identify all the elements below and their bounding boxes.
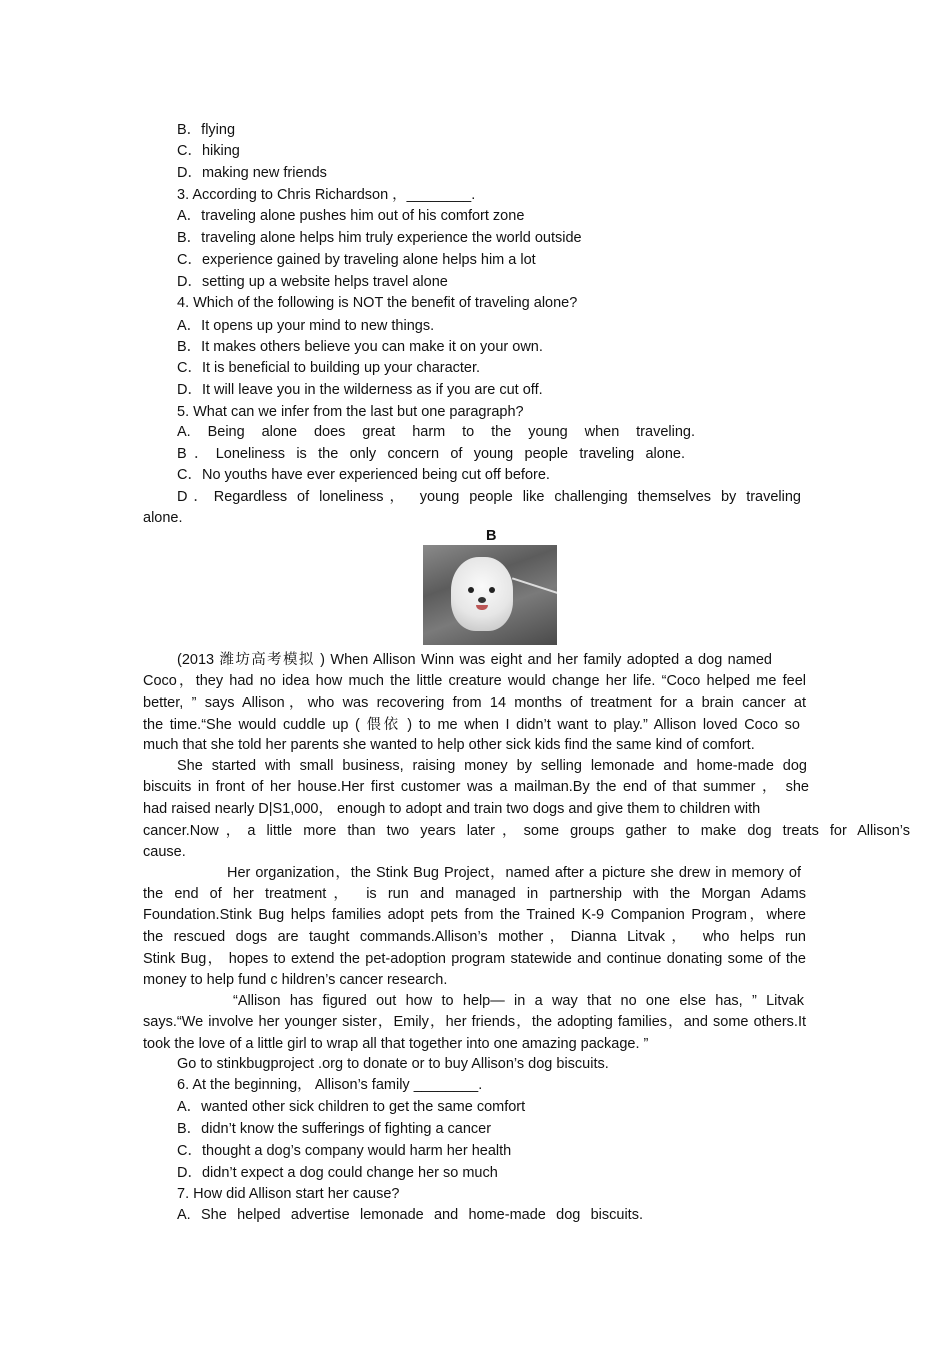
option-b: B．traveling alone helps him truly experience the world outside — [177, 230, 582, 246]
option-d: D．making new friends — [177, 165, 327, 181]
passage-line: biscuits in front of her house.Her first customer was a mailman.By the end of that summer ， she — [143, 779, 809, 795]
passage-line: had raised nearly D|S1,000， enough to adopt and train two dogs and give them to children with — [143, 801, 761, 817]
passage-line: cause. — [143, 844, 186, 860]
option-d: D．didn’t expect a dog could change her so much — [177, 1165, 498, 1181]
passage-line: the time.“She would cuddle up ( 偎依 ) to me when I didn’t want to play.” Allison loved Coco so — [143, 717, 800, 733]
option-d: D．setting up a website helps travel alone — [177, 274, 448, 290]
passage-line: money to help fund c hildren’s cancer research. — [143, 972, 448, 988]
option-b: B．didn’t know the sufferings of fighting a cancer — [177, 1121, 492, 1137]
option-c: C．It is beneficial to building up your character. — [177, 360, 481, 376]
passage-line: (2013 潍坊高考模拟 ) When Allison Winn was eight and her family adopted a dog named — [177, 652, 772, 668]
passage-line: took the love of a little girl to wrap all that together into one amazing package. ” — [143, 1036, 649, 1052]
option-c: C．experience gained by traveling alone helps him a lot — [177, 252, 536, 268]
passage-line: the rescued dogs are taught commands.Allison’s mother，Dianna Litvak， who helps run — [143, 929, 806, 945]
question-4: 4. Which of the following is NOT the benefit of traveling alone? — [177, 295, 578, 311]
passage-line: much that she told her parents she wanted to help other sick kids find the same kind of comfort. — [143, 737, 755, 753]
passage-line: cancer.Now，a little more than two years later，some groups gather to make dog treats for Allison’s — [143, 823, 910, 839]
passage-line: the end of her treatment， is run and managed in partnership with the Morgan Adams — [143, 886, 806, 902]
passage-line: says.“We involve her younger sister，Emily，her friends，the adopting families，and some others.It — [143, 1014, 806, 1030]
option-d: D．Regardless of loneliness， young people like challenging themselves by traveling — [177, 489, 801, 505]
option-a: A. She helped advertise lemonade and home-made dog biscuits. — [177, 1207, 643, 1223]
question-7: 7. How did Allison start her cause? — [177, 1186, 400, 1202]
dog-photo — [423, 545, 557, 645]
passage-line: Coco，they had no idea how much the little creature would change her life. “Coco helped me feel — [143, 673, 806, 689]
passage-line: “Allison has figured out how to help— in a way that no one else has, ” Litvak — [233, 993, 804, 1009]
option-a: A．wanted other sick children to get the same comfort — [177, 1099, 526, 1115]
passage-line: Go to stinkbugproject .org to donate or to buy Allison’s dog biscuits. — [177, 1056, 609, 1072]
question-5: 5. What can we infer from the last but one paragraph? — [177, 404, 524, 420]
section-title: B — [486, 528, 497, 544]
option-c: C．thought a dog’s company would harm her health — [177, 1143, 512, 1159]
question-6: 6. At the beginning， Allison’s family ________. — [177, 1077, 483, 1093]
passage-line: Her organization，the Stink Bug Project，named after a picture she drew in memory of — [227, 865, 801, 881]
passage-line: better, ” says Allison，who was recovering from 14 months of treatment for a brain cancer at — [143, 695, 806, 711]
option-a: A．traveling alone pushes him out of his comfort zone — [177, 208, 525, 224]
option-c: C．No youths have ever experienced being cut off before. — [177, 467, 550, 483]
option-c: C．hiking — [177, 143, 240, 159]
question-3: 3. According to Chris Richardson ，________. — [177, 187, 476, 203]
option-b: B．flying — [177, 122, 236, 138]
option-d-continued: alone. — [143, 510, 183, 526]
option-d: D．It will leave you in the wilderness as if you are cut off. — [177, 382, 543, 398]
option-b: B．Loneliness is the only concern of young people traveling alone. — [177, 446, 685, 462]
passage-line: Foundation.Stink Bug helps families adopt pets from the Trained K-9 Companion Program，where — [143, 907, 806, 923]
option-a: A. Being alone does great harm to the young when traveling. — [177, 424, 695, 440]
passage-line: She started with small business, raising money by selling lemonade and home-made dog — [177, 758, 807, 774]
option-b: B．It makes others believe you can make it on your own. — [177, 339, 543, 355]
passage-line: Stink Bug， hopes to extend the pet-adoption program statewide and continue donating some of the — [143, 951, 806, 967]
option-a: A．It opens up your mind to new things. — [177, 318, 435, 334]
